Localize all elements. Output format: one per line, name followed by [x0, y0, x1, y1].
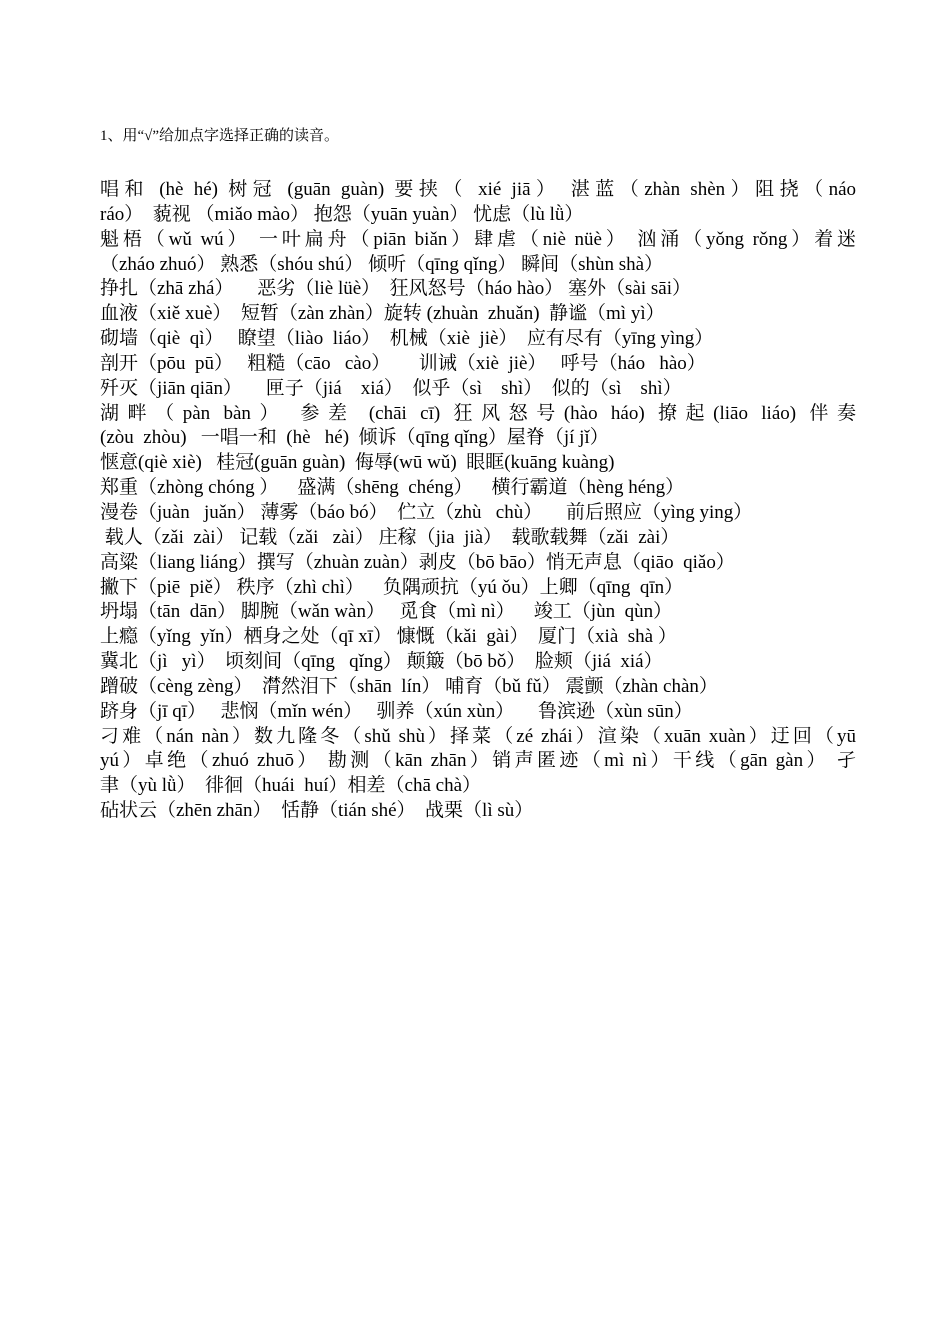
- exercise-line: 砌墙（qiè qì） 瞭望（liào liáo） 机械（xiè jiè） 应有尽有（yīng yìng）: [100, 328, 714, 350]
- exercise-line: 坍塌（tān dān） 脚腕（wǎn wàn） 觅食（mì nì） 竣工（jùn qùn）: [100, 601, 673, 623]
- exercise-line: 惬意(qiè xiè) 桂冠(guān guàn) 侮辱(wū wǔ) 眼眶(kuāng kuàng): [100, 452, 615, 474]
- exercise-line: 歼灭（jiān qiān） 匣子（jiá xiá） 似乎（sì shì） 似的（sì shì）: [100, 377, 682, 399]
- exercise-line: ráo） 藐视 （miǎo mào） 抱怨（yuān yuàn） 忧虑（lù lǜ）: [100, 203, 584, 225]
- exercise-line: 冀北（jì yì） 顷刻间（qīng qǐng） 颠簸（bō bǒ） 脸颊（jiá xiá）: [100, 651, 663, 673]
- exercise-line: 漫卷（juàn juǎn） 薄雾（báo bó） 伫立（zhù chù） 前后照应（yìng ying）: [100, 501, 753, 523]
- exercise-line: 砧状云（zhēn zhān） 恬静（tián shé） 战栗（lì sù）: [100, 800, 534, 822]
- exercise-line: 撇下（piē piě） 秩序（zhì chì） 负隅顽抗（yú ǒu）上卿（qīng qīn）: [100, 576, 684, 598]
- exercise-line: 载人（zǎi zài） 记载（zǎi zài） 庄稼（jia jià） 载歌载舞（zǎi zài）: [100, 526, 680, 548]
- exercise-line: 魁梧（wǔ wú） 一叶扁舟（piān biǎn）肆虐（niè nüè） 汹涌（yǒng rǒng）着迷: [100, 228, 856, 250]
- exercise-line: 高粱（liang liáng）撰写（zhuàn zuàn）剥皮（bō bāo）悄无声息（qiāo qiǎo）: [100, 551, 735, 573]
- exercise-line: 跻身（jī qī） 悲悯（mǐn wén） 驯养（xún xùn） 鲁滨逊（xùn sūn）: [100, 700, 693, 722]
- exercise-line: （zháo zhuó） 熟悉（shóu shú） 倾听（qīng qǐng） 瞬间（shùn shà）: [100, 253, 664, 275]
- exercise-line: 刁难（nán nàn）数九隆冬（shǔ shù）择菜（zé zhái）渲染（xuān xuàn）迂回（yū: [100, 725, 856, 747]
- exercise-line: yú）卓绝（zhuó zhuō） 勘测（kān zhān）销声匿迹（mì nì）干线（gān gàn） 孑: [100, 750, 856, 772]
- exercise-line: (zòu zhòu) 一唱一和 (hè hé) 倾诉（qīng qǐng）屋脊（jí jǐ）: [100, 427, 609, 449]
- exercise-line: 剖开（pōu pū） 粗糙（cāo cào） 训诫（xiè jiè） 呼号（háo hào）: [100, 352, 706, 374]
- exercise-line: 上瘾（yǐng yǐn）栖身之处（qī xī） 慷慨（kǎi gài） 厦门（xià shà ）: [100, 626, 677, 648]
- exercise-instruction: 1、用“√”给加点字选择正确的读音。: [100, 128, 340, 144]
- pinyin-exercise-list: [100, 178, 856, 824]
- exercise-line: 郑重（zhòng chóng ） 盛满（shēng chéng） 横行霸道（hèng héng）: [100, 477, 685, 499]
- exercise-line: 蹭破（cèng zèng） 潸然泪下（shān lín） 哺育（bǔ fǔ） 震颤（zhàn chàn）: [100, 675, 718, 697]
- exercise-line: 血液（xiě xuè） 短暂（zàn zhàn）旋转 (zhuàn zhuǎn) 静谧（mì yì）: [100, 303, 665, 325]
- exercise-line: 挣扎（zhā zhá） 恶劣（liè lüè） 狂风怒号（háo hào） 塞外（sài sāi）: [100, 278, 692, 300]
- exercise-line: 湖畔（pàn bàn） 参差 (chāi cī) 狂风怒号(hào háo) 撩起(liāo liáo) 伴奏: [100, 402, 856, 424]
- exercise-line: 唱和 (hè hé) 树冠 (guān guàn) 要挟（ xié jiā） 湛蓝（zhàn shèn）阻挠（náo: [100, 179, 856, 200]
- exercise-line: 聿（yù lǜ） 徘徊（huái huí）相差（chā chà）: [100, 775, 482, 797]
